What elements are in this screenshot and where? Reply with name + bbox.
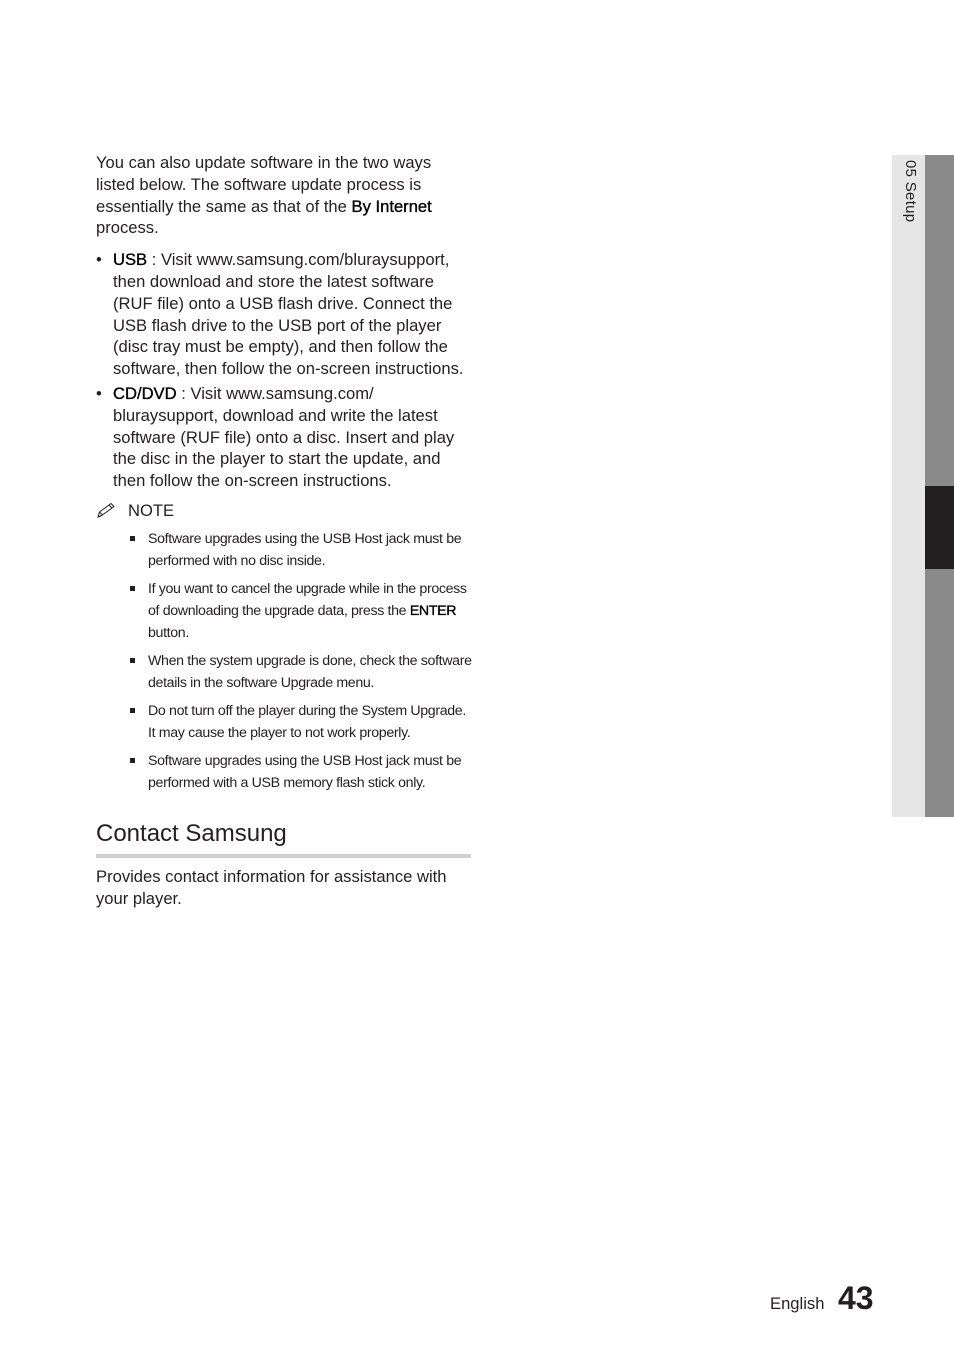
section-title: Contact Samsung bbox=[96, 819, 287, 847]
side-tab-active-marker bbox=[925, 486, 954, 569]
bullet-text: : Visit www.samsung.com/ bluraysupport, download and write the latest software (RUF file) onto a disc. Insert and play the disc in the player to start the update, and then follow the on-screen instructions. bbox=[113, 383, 455, 491]
note-title: NOTE bbox=[128, 500, 175, 520]
note-item bbox=[96, 578, 474, 644]
note-text: If you want to cancel the upgrade while in the process of downloading the upgrade data, press the bbox=[148, 580, 467, 619]
intro-tail: process. bbox=[96, 218, 159, 238]
section-divider bbox=[96, 854, 471, 858]
square-bullet-icon bbox=[130, 536, 135, 541]
main-column bbox=[96, 152, 474, 909]
square-bullet-icon bbox=[130, 708, 135, 713]
note-heading bbox=[96, 500, 474, 522]
note-item bbox=[96, 700, 474, 744]
bullet-dot: • bbox=[96, 250, 102, 270]
footer-language: English bbox=[770, 1294, 825, 1313]
note-tail: button. bbox=[148, 624, 189, 641]
note-text: Software upgrades using the USB Host jack must be performed with no disc inside. bbox=[148, 530, 462, 569]
note-item bbox=[96, 750, 474, 794]
intro-bold-term: By Internet bbox=[351, 196, 432, 216]
bullet-label: CD/DVD bbox=[113, 383, 177, 403]
update-methods-list bbox=[96, 249, 474, 492]
list-item bbox=[96, 383, 474, 492]
square-bullet-icon bbox=[130, 586, 135, 591]
list-item bbox=[96, 249, 474, 380]
note-text: When the system upgrade is done, check the software details in the software Upgrade menu. bbox=[148, 652, 472, 691]
bullet-label: USB bbox=[113, 250, 148, 270]
bullet-text: : Visit www.samsung.com/bluraysupport, then download and store the latest software (RUF file) onto a USB flash drive. Connect the USB flash drive to the USB port of the player (disc tray must be empty), and then follow the software, then follow the on-screen instructions. bbox=[113, 250, 464, 379]
note-text: Software upgrades using the USB Host jack must be performed with a USB memory flash stick only. bbox=[148, 752, 462, 791]
intro-text: You can also update software in the two ways listed below. The software update process is essentially the same as that of the bbox=[96, 153, 432, 216]
pencil-icon bbox=[96, 502, 120, 520]
page-number: 43 bbox=[838, 1280, 874, 1316]
bullet-dot: • bbox=[96, 383, 102, 403]
note-bold-term: ENTER bbox=[409, 602, 457, 619]
note-item bbox=[96, 528, 474, 572]
note-text: Do not turn off the player during the System Upgrade. It may cause the player to not work properly. bbox=[148, 702, 466, 741]
square-bullet-icon bbox=[130, 758, 135, 763]
square-bullet-icon bbox=[130, 658, 135, 663]
side-tab-label: 05 Setup bbox=[902, 160, 919, 223]
intro-paragraph bbox=[96, 152, 474, 239]
note-list bbox=[96, 528, 474, 794]
note-item bbox=[96, 650, 474, 694]
section-body: Provides contact information for assistance with your player. bbox=[96, 866, 447, 908]
side-tab-background bbox=[892, 155, 925, 817]
